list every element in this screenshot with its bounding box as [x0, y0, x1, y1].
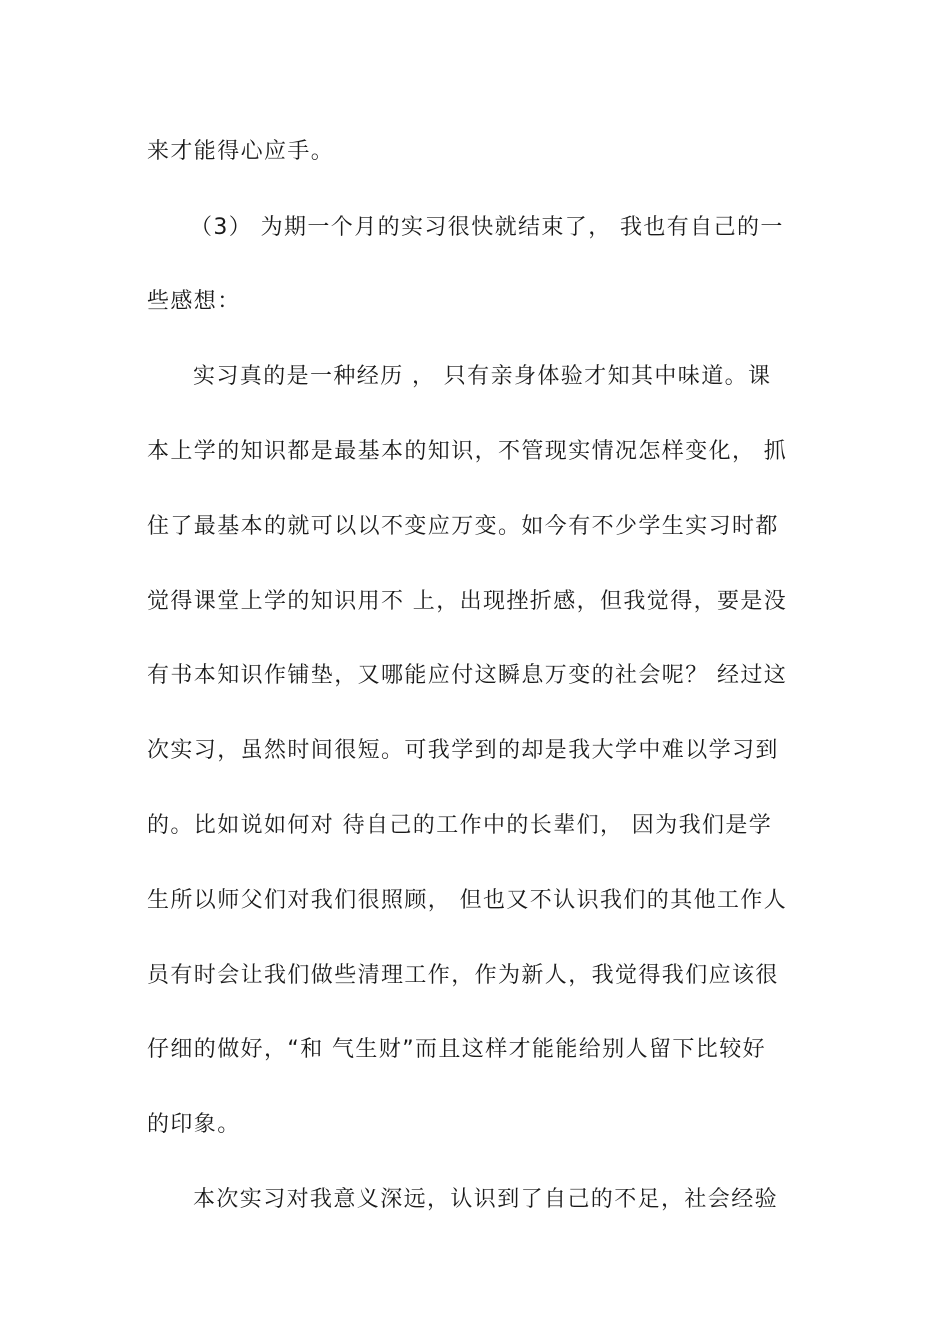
- text-line: 本上学的知识都是最基本的知识，不管现实情况怎样变化， 抓: [147, 439, 788, 464]
- text-line: 生所以师父们对我们很照顾， 但也又不认识我们的其他工作人: [147, 888, 788, 913]
- text-line: 来才能得心应手。: [147, 139, 335, 164]
- text-line: 的印象。: [147, 1112, 241, 1137]
- text-line: 觉得课堂上学的知识用不 上，出现挫折感，但我觉得，要是没: [147, 589, 788, 614]
- text-line: 的。比如说如何对 待自己的工作中的长辈们， 因为我们是学: [147, 813, 773, 838]
- text-line: 本次实习对我意义深远，认识到了自己的不足，社会经验: [193, 1187, 779, 1212]
- text-line: 仔细的做好，“和 气生财”而且这样才能能给别人留下比较好: [147, 1037, 766, 1062]
- text-line: 次实习，虽然时间很短。可我学到的却是我大学中难以学习到: [147, 738, 779, 763]
- text-line: 些感想：: [147, 289, 241, 314]
- text-line: 有书本知识作铺垫，又哪能应付这瞬息万变的社会呢？ 经过这: [147, 663, 788, 688]
- text-line: 实习真的是一种经历 ， 只有亲身体验才知其中味道。课: [193, 364, 772, 389]
- text-line: 员有时会让我们做些清理工作，作为新人，我觉得我们应该很: [147, 963, 779, 988]
- text-line: （3） 为期一个月的实习很快就结束了， 我也有自己的一: [190, 215, 784, 240]
- text-line: 住了最基本的就可以以不变应万变。如今有不少学生实习时都: [147, 514, 779, 539]
